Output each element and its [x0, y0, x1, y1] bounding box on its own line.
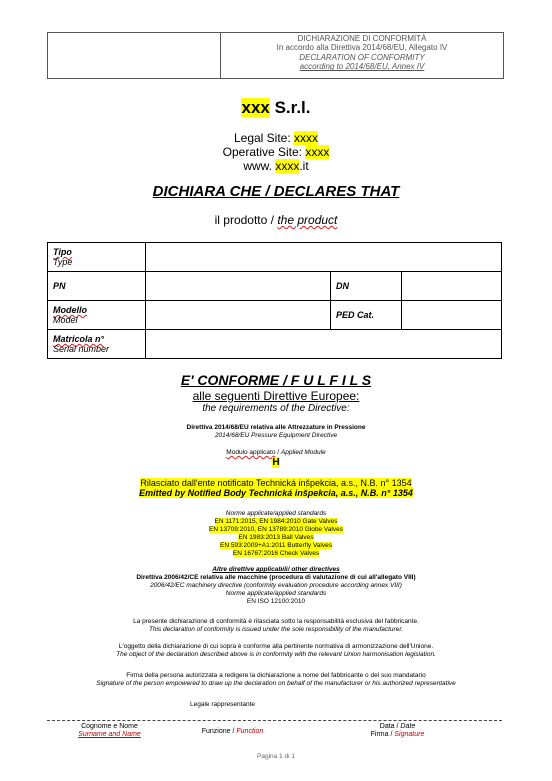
- product-label: il prodotto / the product: [214, 213, 338, 227]
- applied-module-label: Modulo applicato / Applied Module: [226, 449, 326, 456]
- dn-value-cell[interactable]: [402, 272, 502, 301]
- notified-body-it: Rilasciato dall'ente notificato Technická inšpekcia, a.s., N.B. n° 1354: [140, 478, 412, 488]
- signature-line: [47, 720, 502, 721]
- operative-site: Operative Site: xxxx: [222, 145, 330, 159]
- header-logo-cell: [48, 33, 221, 78]
- ped-directive: Direttiva 2014/68/EU relativa alle Attrezzature in Pressione 2014/68/EU Pressure Equipment Directive: [186, 424, 366, 439]
- serial-label-cell: Matricola n° Serial number: [48, 330, 146, 359]
- model-value-cell[interactable]: [146, 301, 331, 330]
- declares-heading: DICHIARA CHE / DECLARES THAT: [152, 183, 400, 200]
- date-signature-label: Data / Date Firma / Signature: [370, 723, 425, 738]
- list-item: EN 593:2009+A1:2011 Butterfly Valves: [220, 542, 332, 549]
- notified-body: [0, 478, 552, 498]
- conforme-heading: E' CONFORME / F U L F I L S: [180, 372, 372, 388]
- applied-module-value: H: [272, 457, 280, 468]
- standards-list: [0, 518, 552, 558]
- header-title-cell: [221, 33, 503, 78]
- table-row: [48, 272, 502, 301]
- statement-harmonisation: L'oggetto della dichiarazione di cui sopra è conforme alla pertinente normativa di armonizzazione dell'Unione. The object of the declaration described above is in conformity with the relevant Union harmonisation legislation.: [116, 643, 436, 658]
- other-directives: Altre direttive applicabili/ other directives Direttiva 2006/42/CE relativa alle macchine (procedura di valutazione di cui all'allegato VIII) 2006/42/EC machinery directive (conformity evaluation procedure according annex VIII) Norme applicate/applied standards EN ISO 12100:2010: [136, 566, 416, 605]
- list-item: EN 1983:2013 Ball Valves: [238, 534, 314, 541]
- dn-label-cell: DN: [331, 272, 402, 301]
- applied-standards: Norme applicate/applied standards EN 1171:2015, EN 1984:2010 Gate Valves EN 13709:2010, EN 13789:2010 Globe Valves EN 1983:2013 Ball Valves EN 593:2009+A1:2011 Butterfly Valves EN 16767:2016 Check Valves: [0, 510, 552, 558]
- header-subtitle-en: according to 2014/68/EU, Annex IV: [299, 62, 425, 72]
- conforme-directives-en: the requirements of the Directive:: [202, 403, 350, 414]
- table-row: [48, 330, 502, 359]
- statement-signature: Firma della persona autorizzata a redigere la dichiarazione a nome del fabbricante o del suo mandatario Signature of the person empowered to draw up the declaration on behalf of the manufacturer or his authorized representative: [96, 672, 456, 687]
- product-table: [47, 242, 502, 359]
- legal-representative: Legale rappresentante: [190, 701, 256, 708]
- company-addresses: [0, 131, 552, 173]
- page-number: Pagina 1 di 1: [257, 753, 295, 760]
- ped-label-cell: PED Cat.: [331, 301, 402, 330]
- serial-value-cell[interactable]: [146, 330, 502, 359]
- header-title-it: DICHIARAZIONE DI CONFORMITÀ: [297, 34, 427, 43]
- model-label-cell: Modello Model: [48, 301, 146, 330]
- list-item: EN 13709:2010, EN 13789:2010 Globe Valves: [209, 526, 343, 533]
- legal-site: Legal Site: xxxx: [233, 131, 319, 145]
- table-row: [48, 301, 502, 330]
- statement-responsibility: La presente dichiarazione di conformità è rilasciata sotto la responsabilità esclusiva del fabbricante. This declaration of conformity is issued under the sole responsibility of the manufacturer.: [133, 618, 419, 633]
- function-field-label: Funzione / Function: [201, 728, 264, 735]
- website: www. xxxx.it: [243, 159, 309, 173]
- header-subtitle-it: In accordo alla Direttiva 2014/68/EU, Allegato IV: [276, 43, 448, 53]
- ped-value-cell[interactable]: [402, 301, 502, 330]
- company-name: xxx S.r.l.: [241, 98, 311, 117]
- pn-label-cell: PN: [48, 272, 146, 301]
- document-header: [47, 32, 504, 79]
- header-title-en: DECLARATION OF CONFORMITY: [299, 52, 425, 62]
- list-item: EN 1171:2015, EN 1984:2010 Gate Valves: [214, 518, 338, 525]
- pn-value-cell[interactable]: [146, 272, 331, 301]
- type-value-cell[interactable]: [146, 243, 502, 272]
- notified-body-en: Emitted by Notified Body Technická inšpekcia, a.s., N.B. n° 1354: [139, 488, 413, 498]
- table-row: [48, 243, 502, 272]
- name-field-label: Cognome e Nome Surname and Name: [78, 723, 141, 738]
- conforme-directives-it: alle seguenti Direttive Europee:: [192, 389, 360, 403]
- type-label-cell: Tipo Type: [48, 243, 146, 272]
- list-item: EN 16767:2016 Check Valves: [232, 550, 320, 557]
